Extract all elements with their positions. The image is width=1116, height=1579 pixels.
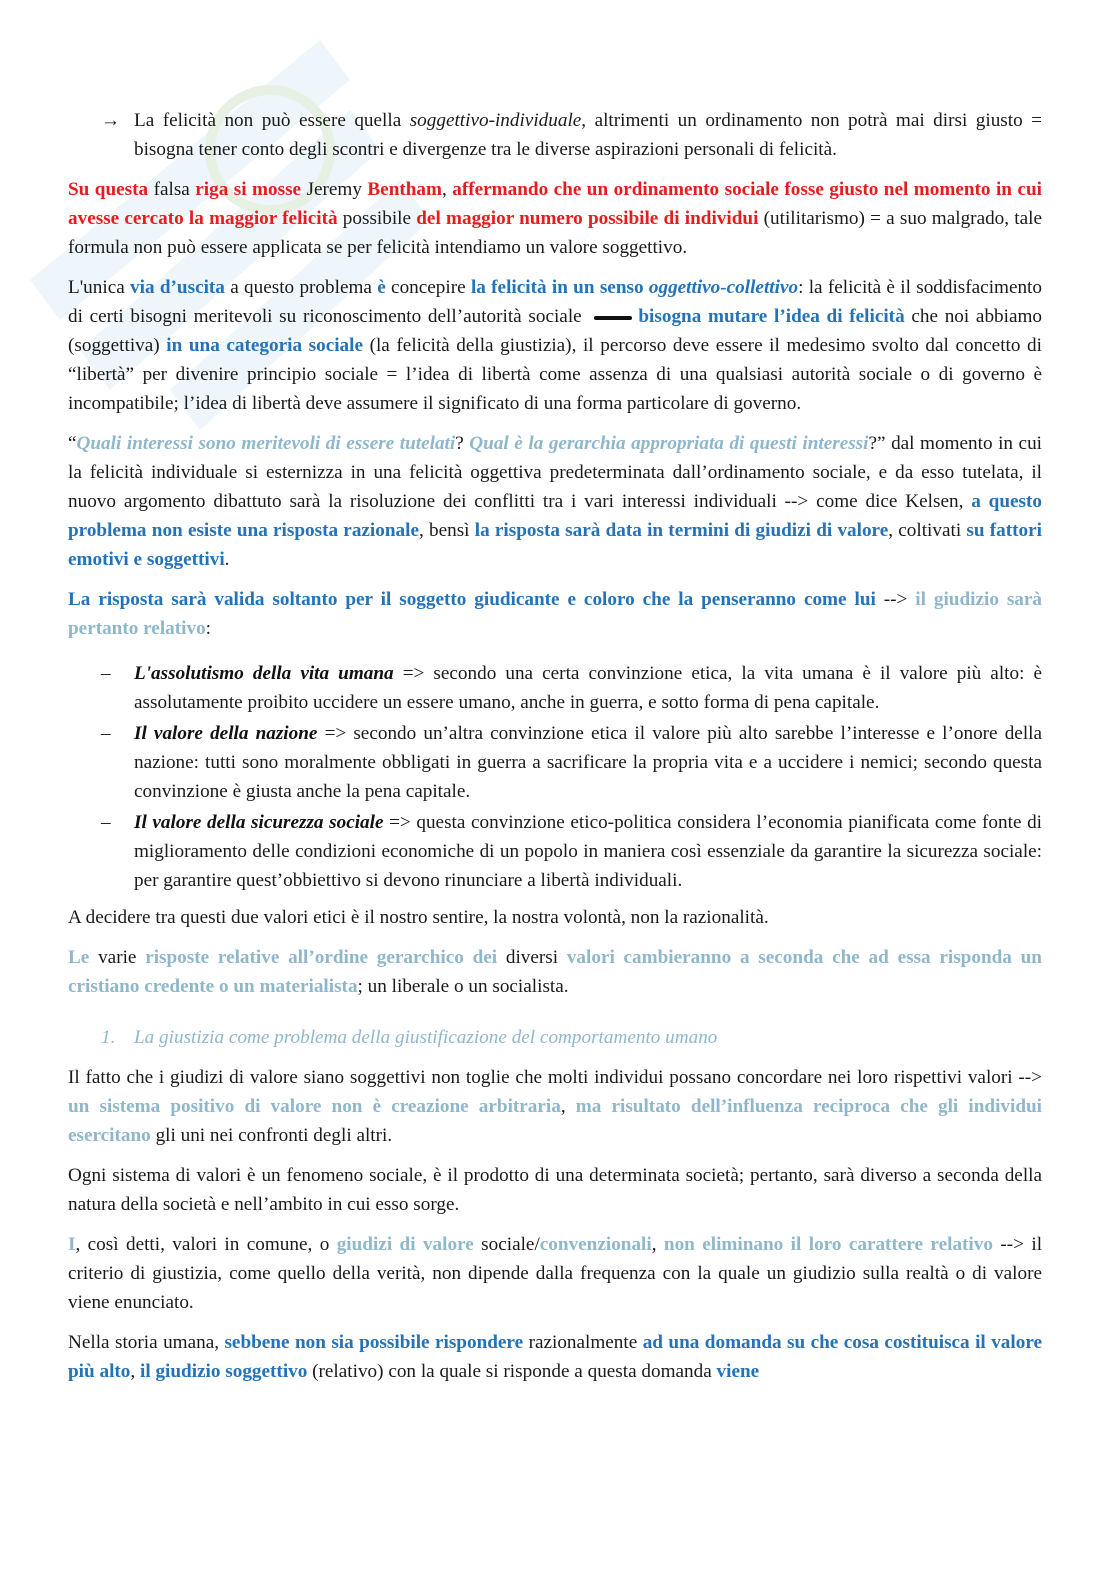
dash-icon: – [101, 663, 111, 684]
paragraph-storia-umana: Nella storia umana, sebbene non sia possibile rispondere razionalmente ad una domanda su che cosa costituisca il valore più alto, il giudizio soggettivo (relativo) con la quale si risponde a questa domanda viene [68, 1332, 1043, 1382]
right-arrow-icon: → [101, 110, 121, 131]
list-item: – L'assolutismo della vita umana => secondo una certa convinzione etica, la vita umana è il valore più alto: è assolutamente proibito uccidere un essere umano, anche in guerra, e sotto forma di pena capitale. [68, 659, 1042, 717]
paragraph-risposta: La risposta sarà valida soltanto per il soggetto giudicante e coloro che la penseranno come lui --> il giudizio sarà pertanto relativo: [68, 589, 1043, 639]
paragraph-sistema-valori: Ogni sistema di valori è un fenomeno sociale, è il prodotto di una determinata società; pertanto, sarà diverso a seconda della natura della società e nell’ambito in cui esso sorge. [68, 1165, 1042, 1215]
document-body [68, 106, 1042, 1397]
paragraph-via-uscita: L'unica via d’uscita a questo problema è concepire la felicità in un senso oggettivo-collettivo: la felicità è il soddisfacimento di certi bisogni meritevoli su riconoscimento dell’autorità sociale bisogna mutare l’idea di felicità che noi abbiamo (soggettiva) in una categoria sociale (la felicità della giustizia), il percorso deve essere il medesimo svolto dal concetto di “libertà” per divenire principio sociale = l’idea di libertà come assenza di una qualsiasi autorità sociale o di governo è incompatibile; l’idea di libertà deve assumere il significato di una forma particolare di governo. [68, 277, 1042, 414]
section-heading: 1. La giustizia come problema della giustificazione del comportamento umano [101, 1027, 718, 1048]
paragraph-interessi: “Quali interessi sono meritevoli di essere tutelati? Qual è la gerarchia appropriata di questi interessi?” dal momento in cui la felicità individuale si esternizza in una felicità oggettiva predeterminata dall’ordinamento sociale, e da esso tutelata, il nuovo argomento dibattuto sarà la risoluzione dei conflitti tra i vari interessi individuali --> come dice Kelsen, a questo problema non esiste una risposta razionale, bensì la risposta sarà data in termini di giudizi di valore, coltivati su fattori emotivi e soggettivi. [68, 433, 1043, 570]
list-item: – Il valore della sicurezza sociale => questa convinzione etico-politica considera l’economia pianificata come fonte di miglioramento delle condizioni economiche di un popolo in maniera così essenziale da garantire la sicurezza sociale: per garantire quest’obbiettivo si devono rinunciare a libertà individuali. [68, 808, 1042, 895]
arrow-line-icon [594, 316, 632, 320]
paragraph-valori-comune: I, così detti, valori in comune, o giudizi di valore sociale/convenzionali, non eliminano il loro carattere relativo --> il criterio di giustizia, come quello della verità, non dipende dalla frequenza con la quale un giudizio sulla realtà o di valore viene enunciato. [68, 1234, 1043, 1313]
list-item: – Il valore della nazione => secondo un’altra convinzione etica il valore più alto sarebbe l’interesse e l’onore della nazione: tutti sono moralmente obbligati in guerra a sacrificare la propria vita e a uccidere i nemici; secondo questa convinzione è giusta anche la pena capitale. [68, 719, 1042, 806]
values-list [68, 659, 1042, 895]
paragraph-soggettivi: Il fatto che i giudizi di valore siano soggettivi non toglie che molti individui possano concordare nei loro rispettivi valori --> un sistema positivo di valore non è creazione arbitraria, ma risultato dell’influenza reciproca che gli individui esercitano gli uni nei confronti degli altri. [68, 1067, 1042, 1146]
dash-icon: – [101, 812, 111, 833]
dash-icon: – [101, 723, 111, 744]
paragraph-decidere: A decidere tra questi due valori etici è il nostro sentire, la nostra volontà, non la razionalità. [68, 907, 769, 928]
paragraph-bentham: Su questa falsa riga si mosse Jeremy Bentham, affermando che un ordinamento sociale fosse giusto nel momento in cui avesse cercato la maggior felicità possibile del maggior numero possibile di individui (utilitarismo) = a suo malgrado, tale formula non può essere applicata se per felicità intendiamo un valore soggettivo. [68, 179, 1042, 258]
arrow-paragraph: → La felicità non può essere quella soggettivo-individuale, altrimenti un ordinamento non potrà mai dirsi giusto = bisogna tener conto degli scontri e divergenze tra le diverse aspirazioni personali di felicità. [68, 106, 1042, 164]
paragraph-risposte-varie: Le varie risposte relative all’ordine gerarchico dei diversi valori cambieranno a seconda che ad essa risponda un cristiano credente o un materialista; un liberale o un socialista. [68, 947, 1042, 997]
